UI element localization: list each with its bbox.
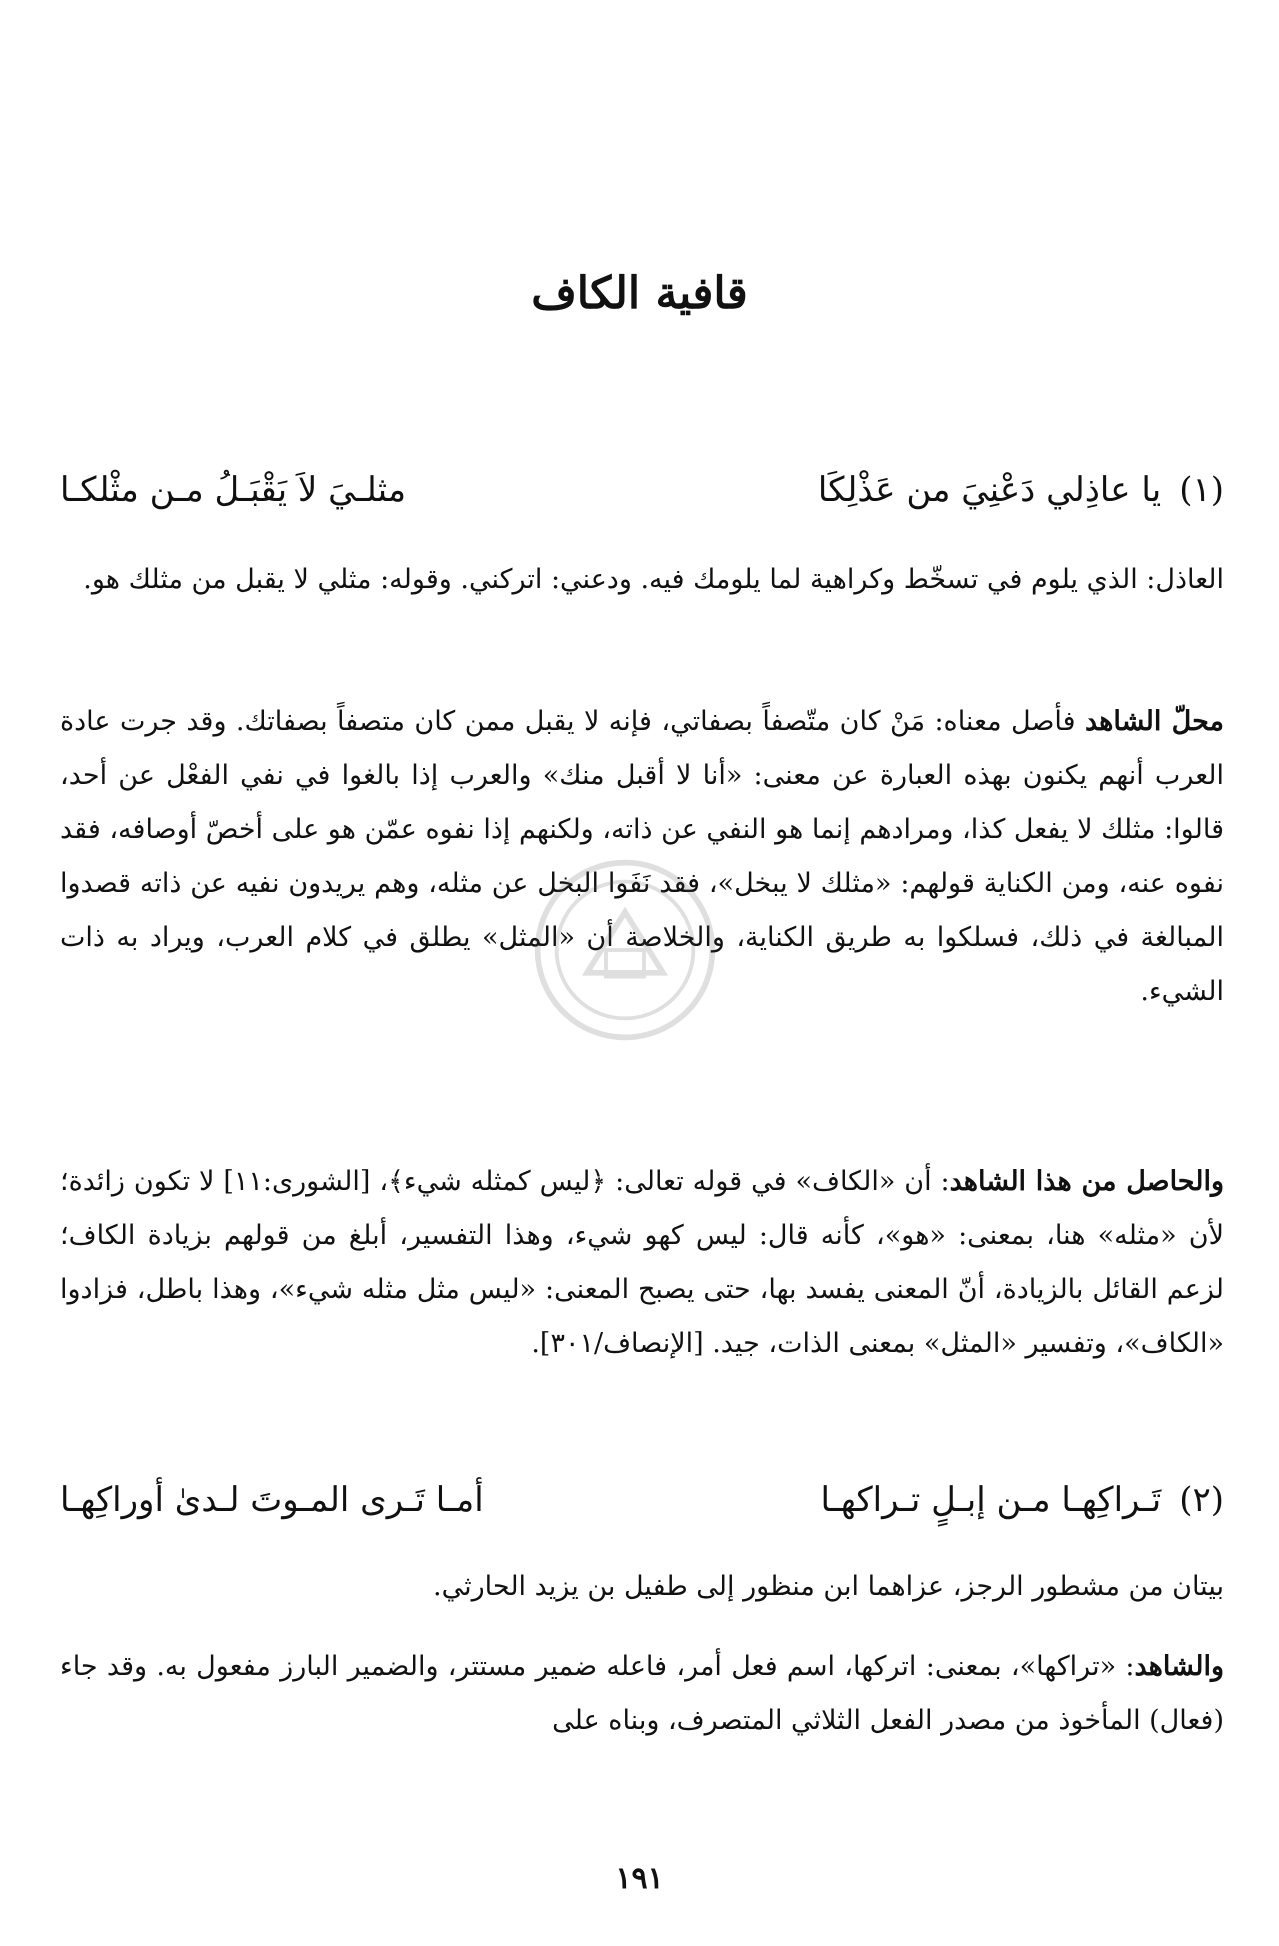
verse-2: [60, 1480, 1224, 1520]
verse-second-hemistich: أمـا تَـرى المـوتَ لـدىٰ أوراكِهـا: [60, 1480, 484, 1520]
verse-first-hemistich: يا عاذِلي دَعْنِيَ من عَذْلِكَا: [817, 470, 1162, 510]
verse-number: (١): [1179, 470, 1224, 510]
page-title: قافية الكاف: [531, 268, 748, 319]
page-number: ١٩١: [615, 1861, 664, 1896]
verse-number: (٢): [1179, 1480, 1224, 1520]
evidence-paragraph: [60, 1640, 1224, 1748]
paragraph-lead: محلّ الشاهد: [1084, 706, 1224, 737]
paragraph-text: : «تراكها»، بمعنى: اتركها، اسم فعل أمر، فاعله ضمير مستتر، والضمير البارز مفعول به. وقد جاء (فعال) المأخوذ من مصدر الفعل الثلاثي المتصرف، وبناه على: [60, 1651, 1224, 1736]
verse-second-hemistich: مثلـيَ لاَ يَقْبَـلُ مـن مثْلكـا: [59, 470, 407, 510]
attribution-paragraph: بيتان من مشطور الرجز، عزاهما ابن منظور إلى طفيل بن يزيد الحارثي.: [433, 1571, 1224, 1602]
paragraph-lead: والشاهد: [1134, 1651, 1224, 1682]
paragraph-text: فأصل معناه: مَنْ كان متّصفاً بصفاتي، فإنه لا يقبل ممن كان متصفاً بصفاتك. وقد جرت عادة العرب أنهم يكنون بهذه العبارة عن معنى: «أنا لا أقبل منك» والعرب إذا بالغوا في نفي الفعْل عن أحد، قالوا: مثلك لا يفعل كذا، ومرادهم إنما هو النفي عن ذاته، ولكنهم إذا نفوه عمّن هو على أخصّ أوصافه، فقد نفوه عنه، ومن الكناية قولهم: «مثلك لا يبخل»، فقد نَفَوا البخل عن مثله، وهم يريدون نفيه عن ذاته قصدوا المبالغة في ذلك، فسلكوا به طريق الكناية، والخلاصة أن «المثل» يطلق في كلام العرب، ويراد به ذات الشيء.: [60, 706, 1224, 1007]
conclusion-paragraph: [60, 1155, 1224, 1371]
discussion-paragraph: [60, 695, 1224, 1019]
paragraph-lead: والحاصل من هذا الشاهد: [949, 1166, 1224, 1197]
verse-first-hemistich: تَـراكِهـا مـن إبـلٍ تـراكهـا: [820, 1480, 1162, 1520]
verse-1: [60, 470, 1224, 510]
gloss-paragraph: العاذل: الذي يلوم في تسخّط وكراهية لما يلومك فيه. ودعني: اتركني. وقوله: مثلي لا يقبل من مثلك هو.: [83, 564, 1224, 595]
paragraph-text: : أن «الكاف» في قوله تعالى: ﴿ليس كمثله شيء﴾، [الشورى:١١] لا تكون زائدة؛ لأن «مثله» هنا، بمعنى: «هو»، كأنه قال: ليس كهو شيء، وهذا التفسير، أبلغ من قولهم بزيادة الكاف؛ لزعم القائل بالزيادة، أنّ المعنى يفسد بها، حتى يصبح المعنى: «ليس مثل مثله شيء»، وهذا باطل، فزادوا «الكاف»، وتفسير «المثل» بمعنى الذات، جيد. [الإنصاف/٣٠١].: [60, 1166, 1224, 1359]
